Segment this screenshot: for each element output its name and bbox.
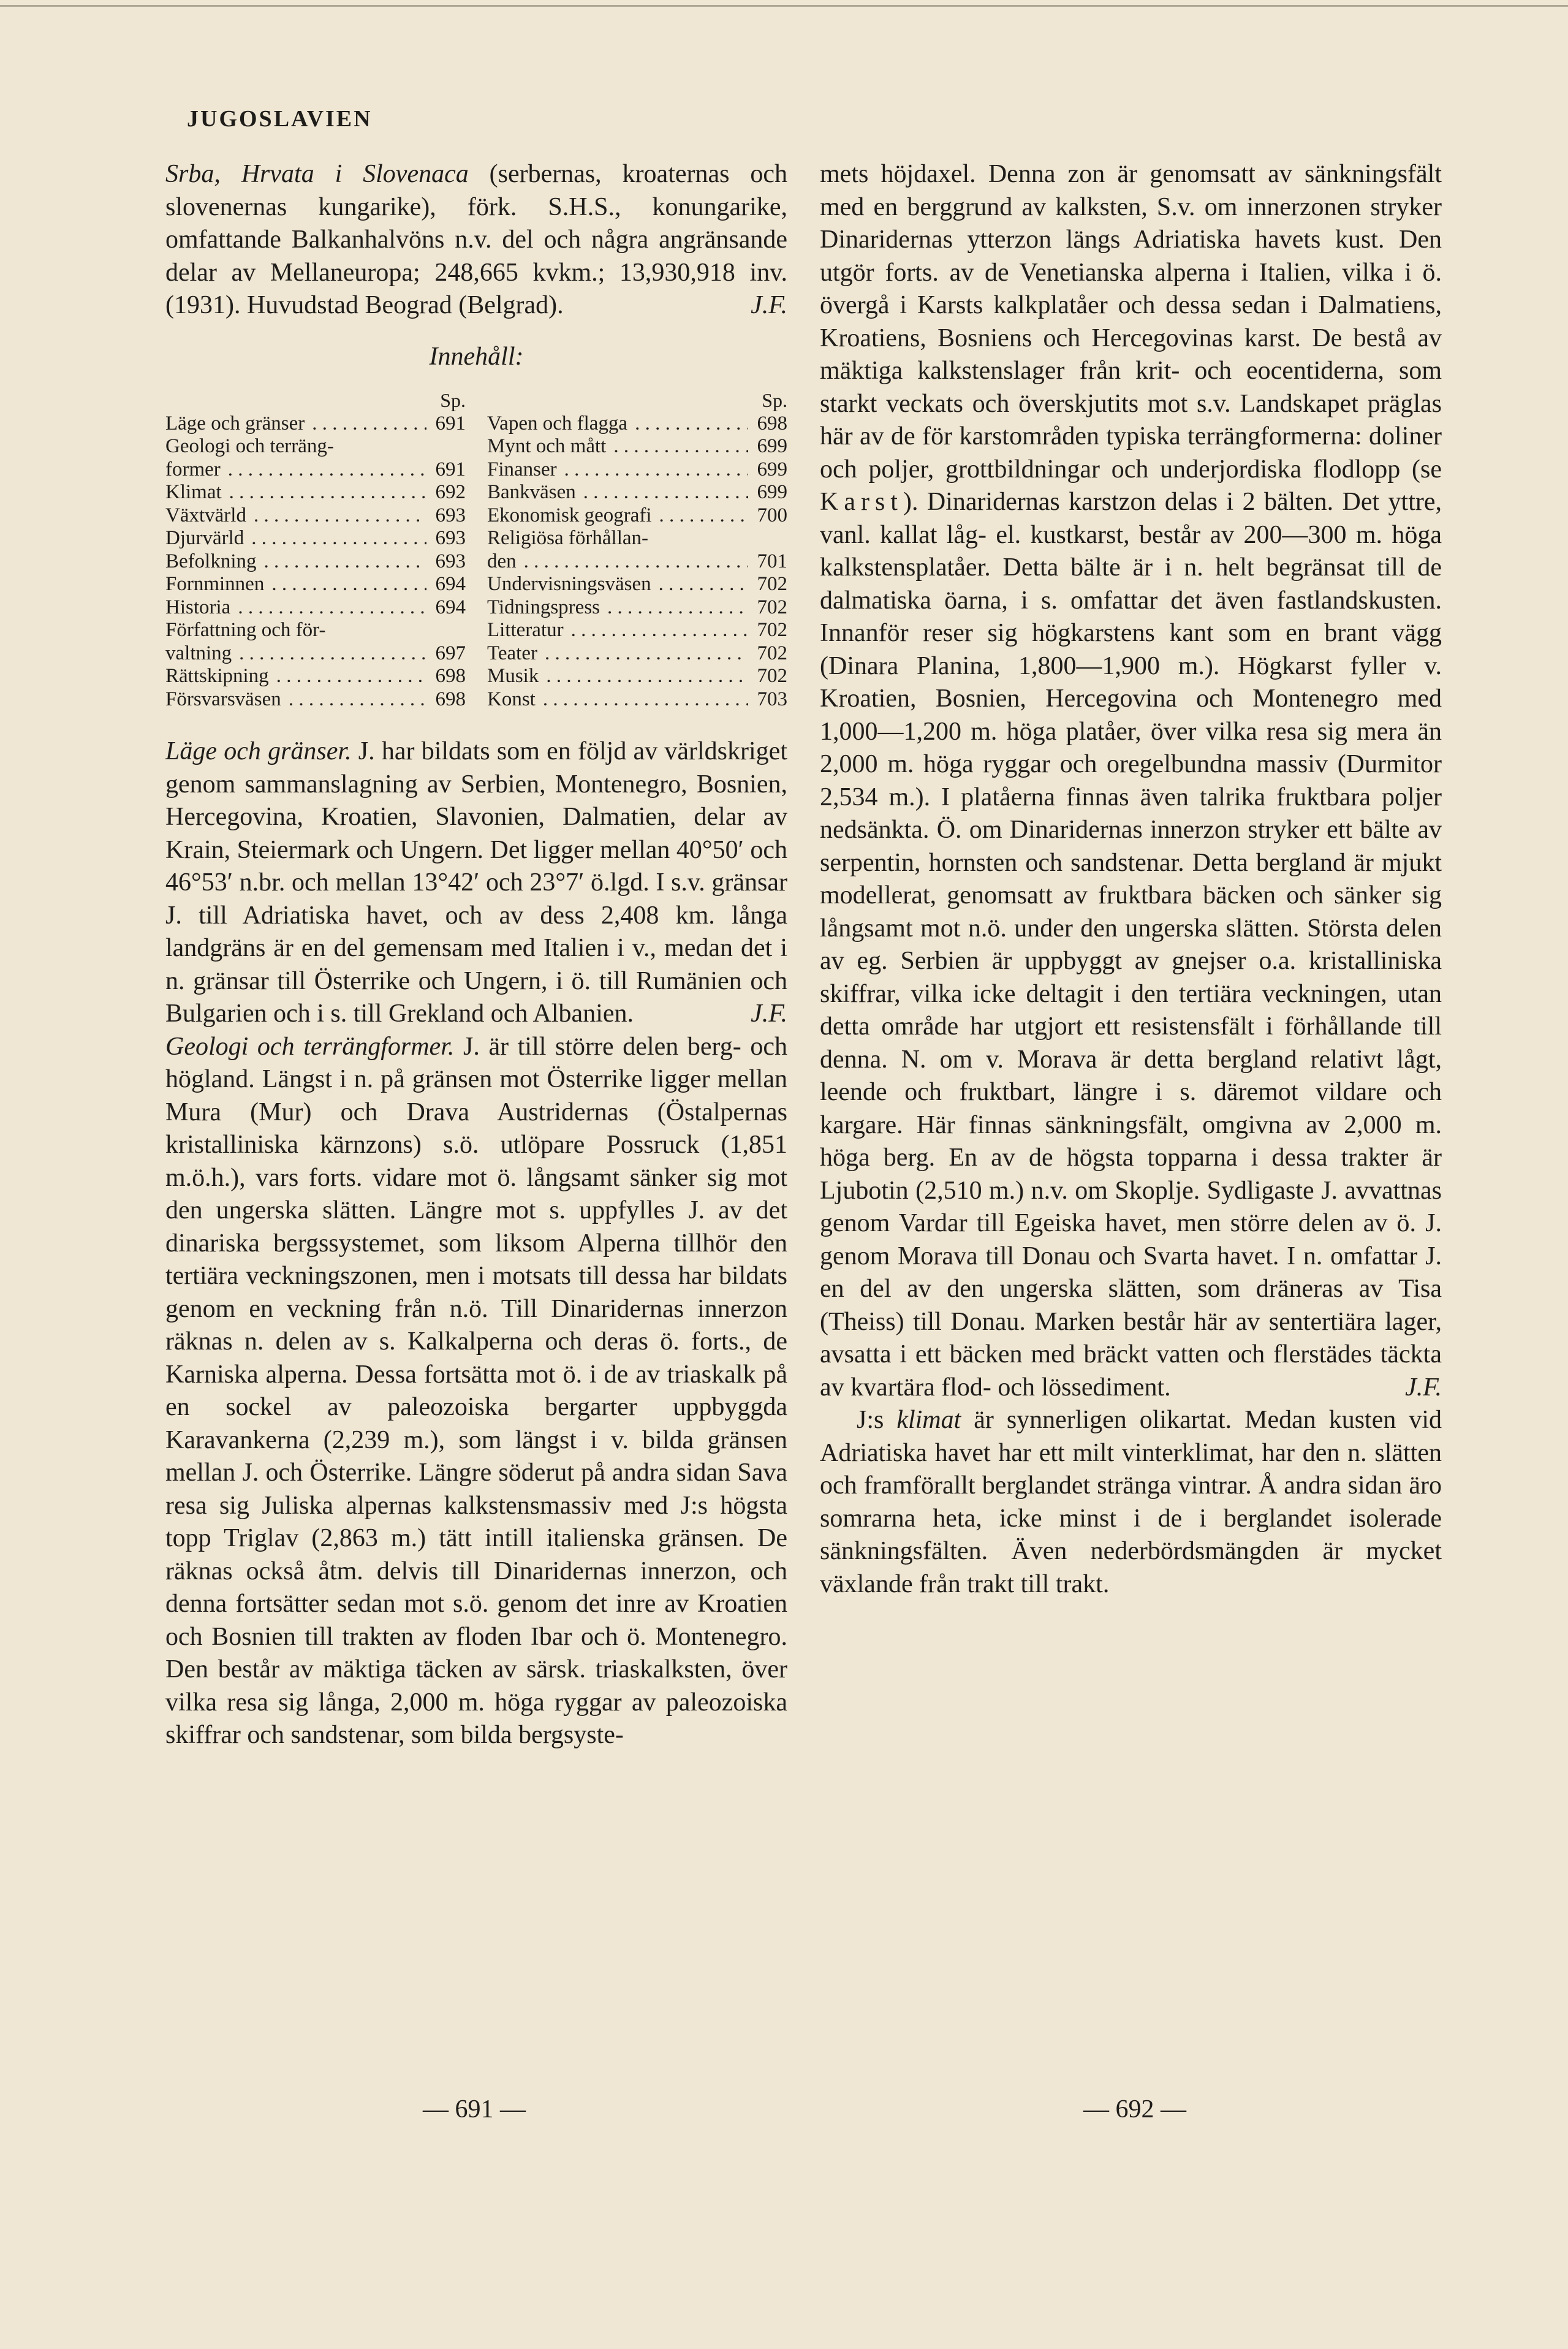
- toc-entry-page: 702: [757, 642, 787, 664]
- toc-entry-label: Författning och för- valtning . . .: [165, 619, 426, 665]
- toc-entry: [165, 527, 466, 550]
- toc-entry: [487, 642, 787, 666]
- toc-entry-label: Växtvärld . . .: [165, 504, 426, 528]
- toc-entry: [165, 550, 466, 574]
- toc-entry-page: 694: [435, 596, 466, 618]
- toc-entry: [487, 665, 787, 688]
- intro-signature: J.F.: [751, 291, 787, 319]
- toc-entry-label: Historia . . .: [165, 596, 426, 620]
- page-number-right: — 692 —: [1083, 2095, 1186, 2123]
- toc-entry: [487, 527, 787, 573]
- toc-entry-label: Läge och gränser . . .: [165, 412, 426, 436]
- toc-left-column: [165, 389, 466, 711]
- toc-title: Innehåll:: [429, 342, 524, 371]
- toc-entry-page: 702: [757, 619, 787, 641]
- toc-entry-label: Geologi och terräng- former . . .: [165, 435, 426, 481]
- toc-entry-label: Djurvärld . . .: [165, 527, 426, 550]
- toc-entry: [165, 688, 466, 712]
- toc-entry: [165, 504, 466, 528]
- running-head: JUGOSLAVIEN: [187, 106, 373, 132]
- toc-entry-page: 702: [757, 596, 787, 618]
- page-number-left: — 691 —: [423, 2095, 526, 2123]
- toc-entry-page: 698: [757, 412, 787, 435]
- toc-entry-page: 693: [435, 550, 466, 572]
- toc-entry-page: 691: [435, 458, 466, 480]
- lage-signature: J.F.: [751, 1000, 787, 1028]
- toc-entry-page: 699: [757, 481, 787, 503]
- lage-text: J. har bildats som en följd av världskriget genom sammanslagning av Serbien, Montenegro, Bosnien, Hercegovina, Kroatien, Slavonien, Dalmatien, delar av Krain, Steiermark och Ungern. Det ligger mellan 40°50′ och 46°53′ n.br. och mellan 13°42′ och 23°7′ ö.lgd. I s.v. gränsar J. till Adriatiska havet, och av dess 2,408 km. långa landgräns är en del gemensam med Italien i v., medan det i n. gränsar till Österrike och Ungern, i ö. till Rumänien och Bulgarien och i s. till Grekland och Albanien.: [165, 737, 788, 1028]
- klimat-lead: J:s: [857, 1406, 897, 1434]
- toc-entry-label: Tidningspress . . .: [487, 596, 748, 620]
- geologi-heading: Geologi och terrängformer.: [165, 1032, 455, 1061]
- geologi-paragraph: [165, 1031, 787, 1752]
- toc-entry-label: Klimat . . .: [165, 481, 426, 504]
- toc-entry-label: Befolkning . . .: [165, 550, 426, 574]
- toc-entry-label: Ekonomisk geografi . . .: [487, 504, 748, 528]
- klimat-text: är synnerligen olikartat. Medan kusten vid Adriatiska havet har ett milt vinterklimat, har den n. slätten och framförallt berglandet stränga vintrar. Å andra sidan äro somrarna heta, icke minst i de i berglandet isolerade sänkningsfälten. Även nederbördsmängden är mycket växlande från trakt till trakt.: [820, 1406, 1442, 1598]
- toc-entry-label: Musik . . .: [487, 665, 748, 688]
- toc-entry-label: Litteratur . . .: [487, 619, 748, 642]
- intro-paragraph: [165, 158, 787, 322]
- toc-entry: [487, 573, 787, 596]
- toc-col-head: Sp.: [762, 389, 787, 411]
- toc-entry: [487, 596, 787, 620]
- top-rule: [0, 5, 1568, 7]
- toc-entry: [487, 504, 787, 528]
- toc-entry-page: 691: [435, 412, 466, 435]
- toc-entry-page: 692: [435, 481, 466, 503]
- klimat-paragraph: [820, 1404, 1442, 1601]
- geologi-text-right-b: ). Dinaridernas karstzon delas i 2 bälten. Det yttre, vanl. kallat låg- el. kustkarst, består av 200—300 m. höga kalkstensplatåer. Detta bälte är i n. helt begränsat till de dalmatiska öarna, i s. omfattar det även fastlandskusten. Innanför reser sig högkarstens kant som en brant vägg (Dinara Planina, 1,800—1,900 m.). Högkarst fyller v. Kroatien, Bosnien, Hercegovina och Montenegro med 1,000—1,200 m. höga platåer, över vilka resa sig mera än 2,000 m. höga ryggar och oregelbundna massiv (Durmitor 2,534 m.). I platåerna finnas även talrika fruktbara poljer nedsänkta. Ö. om Dinaridernas innerzon stryker ett bälte av serpentin, hornsten och sandstenar. Detta bergland är mjukt modellerat, genomsatt av fruktbara bäcken och sänker sig långsamt mot n.ö. under den ungerska slätten. Största delen av eg. Serbien är uppbyggt av gnejser o.a. kristalliniska skiffrar, vilka icke deltagit i den tertiära veckningen, utan detta område har utgjort ett resistensfält i förhållande till denna. N. om v. Morava är detta bergland relativt lågt, leende och fruktbart, längre i s. däremot vildare och kargare. Här finnas sänkningsfält, omgivna av 2,000 m. höga berg. En av de högsta topparna i dessa trakter är Ljubotin (2,510 m.) n.v. om Skoplje. Sydligaste J. avvattnas genom Vardar till Egeiska havet, men större delen av ö. J. genom Morava till Donau och Svarta havet. I n. omfattar J. en del av den ungerska slätten, som dräneras av Tisa (Theiss) till Donau. Marken består här av sentertiära lager, avsatta i ett bäcken med bräckt vatten och flerstädes täckta av kvartära flod- och lössediment.: [820, 488, 1442, 1402]
- toc-entry-label: Religiösa förhållan- den . . .: [487, 527, 748, 573]
- toc-entry-page: 699: [757, 458, 787, 480]
- toc-entry-page: 701: [757, 550, 787, 572]
- toc-entry: [487, 619, 787, 642]
- toc-entry-label: Undervisningsväsen . . .: [487, 573, 748, 596]
- geologi-text-left: J. är till större delen berg- och högland. Längst i n. på gränsen mot Österrike ligger mellan Mura (Mur) och Drava Austridernas (Östalpernas kristalliniska kärnzons) s.ö. utlöpare Possruck (1,851 m.ö.h.), vars forts. vidare mot ö. långsamt sänker sig mot den ungerska slätten. Längre mot s. uppfylles J. av det dinariska bergssystemet, som liksom Alperna tillhör den tertiära veckningszonen, men i motsats till dessa har bildats genom en veckning från n.ö. Till Dinaridernas innerzon räknas n. delen av s. Kalkalperna och deras ö. forts., de Karniska alperna. Dessa fortsätta mot ö. i de av triaskalk på en sockel av paleozoiska bergarter uppbyggda Karavankerna (2,239 m.), som längst i v. bilda gränsen mellan J. och Österrike. Längre söderut på andra sidan Sava resa sig Juliska alpernas kalkstensmassiv med J:s högsta topp Triglav (2,863 m.) tätt intill italienska gränsen. De räknas också åtm. delvis till Dinaridernas innerzon, och denna fortsätter sedan mot s.ö. genom det inre av Kroatien och Bosnien till trakten av floden Ibar och ö. Montenegro. Den består av mäktiga täcken av särsk. triaskalksten, över vilka resa sig långa, 2,000 m. höga ryggar av paleozoiska skiffrar och sandstenar, som bilda bergsyste-: [165, 1032, 787, 1749]
- toc-entry-page: 698: [435, 688, 466, 710]
- toc-entry: [165, 481, 466, 504]
- left-column: [165, 158, 787, 1752]
- toc-entry-page: 703: [757, 688, 787, 710]
- intro-text: (serbernas, kroaternas och slovenernas kungarike), förk. S.H.S., konungarike, omfattande Balkanhalvöns n.v. del och några angränsande delar av Mellaneuropa; 248,665 kvkm.; 13,930,918 inv. (1931). Huvudstad Beograd (Belgrad).: [165, 160, 787, 319]
- toc-entry-label: Finanser . . .: [487, 458, 748, 482]
- karst-reference: Karst: [820, 488, 903, 516]
- toc-right-column: [487, 389, 787, 711]
- geologi-signature: J.F.: [1405, 1373, 1442, 1402]
- lage-paragraph: [165, 735, 787, 1031]
- toc-entry-page: 702: [757, 573, 787, 595]
- toc-entry: [165, 573, 466, 596]
- toc-entry: [487, 458, 787, 482]
- right-column: [820, 158, 1442, 1601]
- toc-entry-label: Försvarsväsen . . .: [165, 688, 426, 712]
- toc-col-head: Sp.: [440, 389, 466, 411]
- toc-entry-label: Rättskipning . . .: [165, 665, 426, 688]
- toc-entry: [165, 412, 466, 436]
- toc-entry-label: Vapen och flagga . . .: [487, 412, 748, 436]
- toc-entry-page: 698: [435, 665, 466, 687]
- toc-entry-label: Teater . . .: [487, 642, 748, 666]
- lage-heading: Läge och gränser.: [165, 737, 352, 765]
- toc-entry: [165, 665, 466, 688]
- geologi-text-right-a: mets höjdaxel. Denna zon är genomsatt av sänkningsfält med en berggrund av kalksten, S.v. om innerzonen stryker Dinaridernas ytterzon längs Adriatiska havets kust. Den utgör forts. av de Venetianska alperna i Italien, vilka i ö. övergå i Karsts kalkplatåer och dessa sedan i Dalmatiens, Kroatiens, Bosniens och Hercegovinas karst. De bestå av mäktiga kalkstenslager från krit- och eocentiderna, som starkt veckats och överskjutits mot s.v. Landskapet präglas här av de för karstområden typiska terrängformerna: doliner och poljer, grottbildningar och underjordiska flodlopp (se: [820, 160, 1442, 484]
- toc-entry-page: 700: [757, 504, 787, 526]
- geologi-continued: [820, 158, 1442, 1404]
- toc-entry: [487, 688, 787, 712]
- toc-entry-label: Bankväsen . . .: [487, 481, 748, 504]
- table-of-contents: [165, 389, 787, 711]
- toc-entry: [487, 412, 787, 436]
- toc-entry-page: 697: [435, 642, 466, 664]
- toc-entry-label: Mynt och mått . . .: [487, 435, 748, 458]
- toc-entry: [487, 435, 787, 458]
- country-native-name: Srba, Hrvata i Slovenaca: [165, 160, 469, 188]
- klimat-heading: klimat: [896, 1406, 961, 1434]
- toc-entry: [165, 435, 466, 481]
- toc-entry-page: 694: [435, 573, 466, 595]
- toc-entry-label: Konst . . .: [487, 688, 748, 712]
- toc-entry: [165, 619, 466, 665]
- toc-entry-page: 693: [435, 527, 466, 549]
- toc-entry-page: 699: [757, 435, 787, 457]
- toc-entry-page: 702: [757, 665, 787, 687]
- toc-entry-page: 693: [435, 504, 466, 526]
- toc-entry: [165, 596, 466, 620]
- toc-entry-label: Fornminnen . . .: [165, 573, 426, 596]
- toc-entry: [487, 481, 787, 504]
